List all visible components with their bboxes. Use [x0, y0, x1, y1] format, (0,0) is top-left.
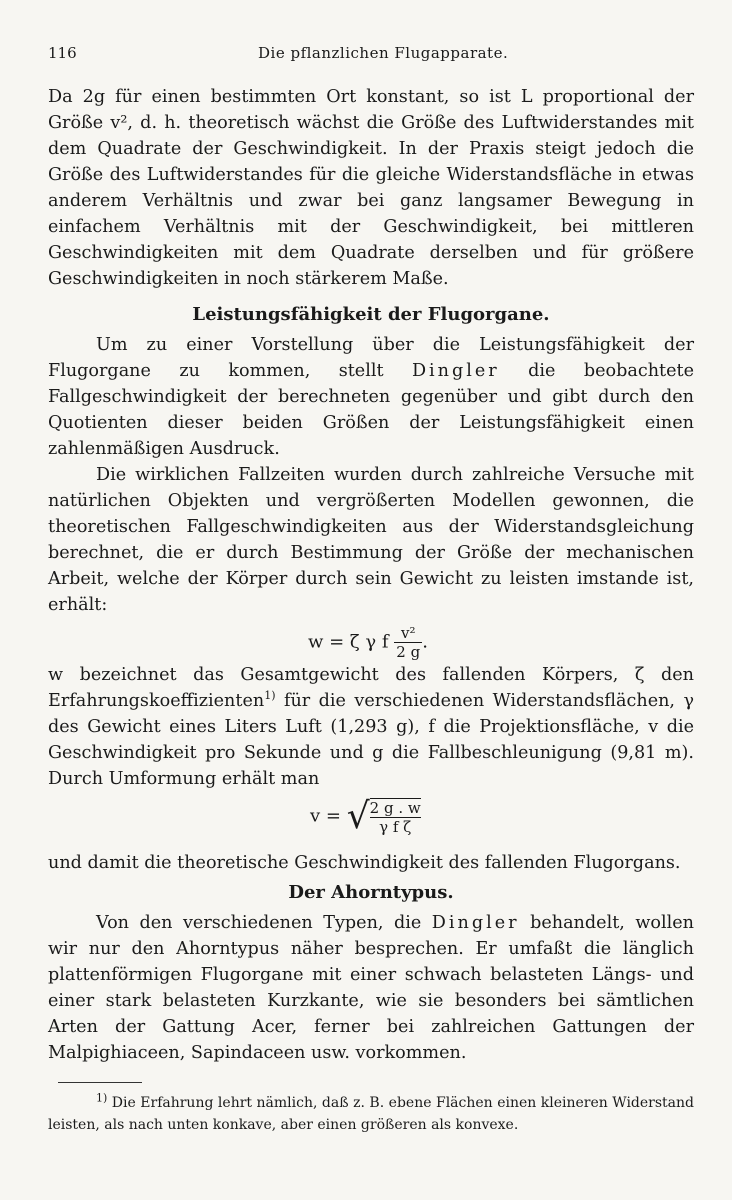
author-name-2: Dingler: [431, 913, 520, 933]
footnote-text: Die Erfahrung lehrt nämlich, daß z. B. ebene Flächen einen kleineren Widerstand leisten, als nach unten konkave, aber einen größeren als konvexe.: [48, 1095, 694, 1133]
section-heading-ahorntypus: Der Ahorntypus.: [288, 882, 454, 903]
paragraph-2-end: die beobachtete Fallgeschwindigkeit der berechneten gegenüber und gibt durch den Quotienten dieser beiden Größen der Leistungsfähigkeit einen zahlenmäßigen Ausdruck.: [48, 361, 694, 459]
formula-resistance: [48, 618, 694, 662]
paragraph-6-end: behandelt, wollen wir nur den Ahorntypus näher besprechen. Er umfaßt die länglich plattenförmigen Flugorgane mit einer schwach belasteten Längs- und einer stark belasteten Kurzkante, wie sie besonders bei sämtlichen Arten der Gattung Acer, ferner bei zahlreichen Gattungen der Malpighiaceen, Sapindaceen usw. vorkommen.: [48, 913, 694, 1063]
footnote: [48, 1092, 694, 1136]
square-root-sign: √: [346, 796, 370, 837]
paragraph-3: Die wirklichen Fallzeiten wurden durch zahlreiche Versuche mit natürlichen Objekten und vergrößerten Modellen gewonnen, die theoretischen Fallgeschwindigkeiten aus der Widerstandsgleichung berechnet, die er durch Bestimmung der Größe der mechanischen Arbeit, welche der Körper durch sein Gewicht zu leisten imstande ist, erhält:: [48, 465, 694, 615]
paragraph-2: [48, 332, 694, 462]
running-title: Die pflanzlichen Flugapparate.: [258, 44, 509, 62]
paragraph-4-start: w bezeichnet das Gesamtgewicht des fallenden Körpers, ζ den Erfahrungskoeffizienten: [48, 665, 694, 711]
footnote-reference: 1): [264, 689, 276, 703]
formula-2-denominator: γ f ζ: [370, 817, 421, 836]
section-heading-leistungsfaehigkeit: Leistungsfähigkeit der Flugorgane.: [192, 304, 550, 325]
formula-velocity: [48, 792, 694, 850]
paragraph-6: [48, 910, 694, 1066]
paragraph-4-end: für die verschiedenen Widerstandsflächen, γ des Gewicht eines Liters Luft (1,293 g), f die Projektionsfläche, v die Geschwindigkeit pro Sekunde und g die Fallbeschleunigung (9,81 m). Durch Umformung erhält man: [48, 691, 694, 789]
page-body: [48, 84, 694, 1066]
paragraph-4: [48, 662, 694, 792]
footnote-separator: [58, 1082, 142, 1083]
formula-1-denominator: 2 g: [396, 643, 421, 661]
paragraph-5: und damit die theoretische Geschwindigkeit des fallenden Flugorgans.: [48, 853, 681, 873]
paragraph-1: Da 2g für einen bestimmten Ort konstant, so ist L proportional der Größe v², d. h. theoretisch wächst die Größe des Luftwiderstandes mit dem Quadrate der Geschwindigkeit. In der Praxis steigt jedoch die Größe des Luftwiderstandes für die gleiche Widerstandsfläche in etwas anderem Verhältnis und zwar bei ganz langsamer Bewegung in einfachem Verhältnis mit der Geschwindigkeit, bei mittleren Geschwindigkeiten mit dem Quadrate derselben und für größere Geschwindigkeiten in noch stärkerem Maße.: [48, 87, 694, 289]
page-header: [48, 44, 688, 68]
formula-2-lhs: v =: [310, 805, 341, 827]
formula-2-radicand: [370, 798, 421, 836]
formula-2-numerator: 2 g . w: [369, 798, 421, 817]
paragraph-6-start: Von den verschiedenen Typen, die: [96, 913, 432, 933]
formula-1-fraction: [394, 624, 422, 661]
footnote-mark: 1): [96, 1091, 108, 1105]
formula-1-numerator: v²: [401, 624, 416, 642]
author-name: Dingler: [411, 361, 500, 381]
formula-1-end: .: [422, 631, 428, 653]
formula-1-lhs: w = ζ γ f: [308, 631, 389, 653]
formula-2-fraction: [370, 799, 421, 836]
page-number: 116: [48, 44, 77, 62]
paragraph-2-start: Um zu einer Vorstellung über die Leistungsfähigkeit der Flugorgane zu kommen, stellt: [48, 335, 694, 381]
